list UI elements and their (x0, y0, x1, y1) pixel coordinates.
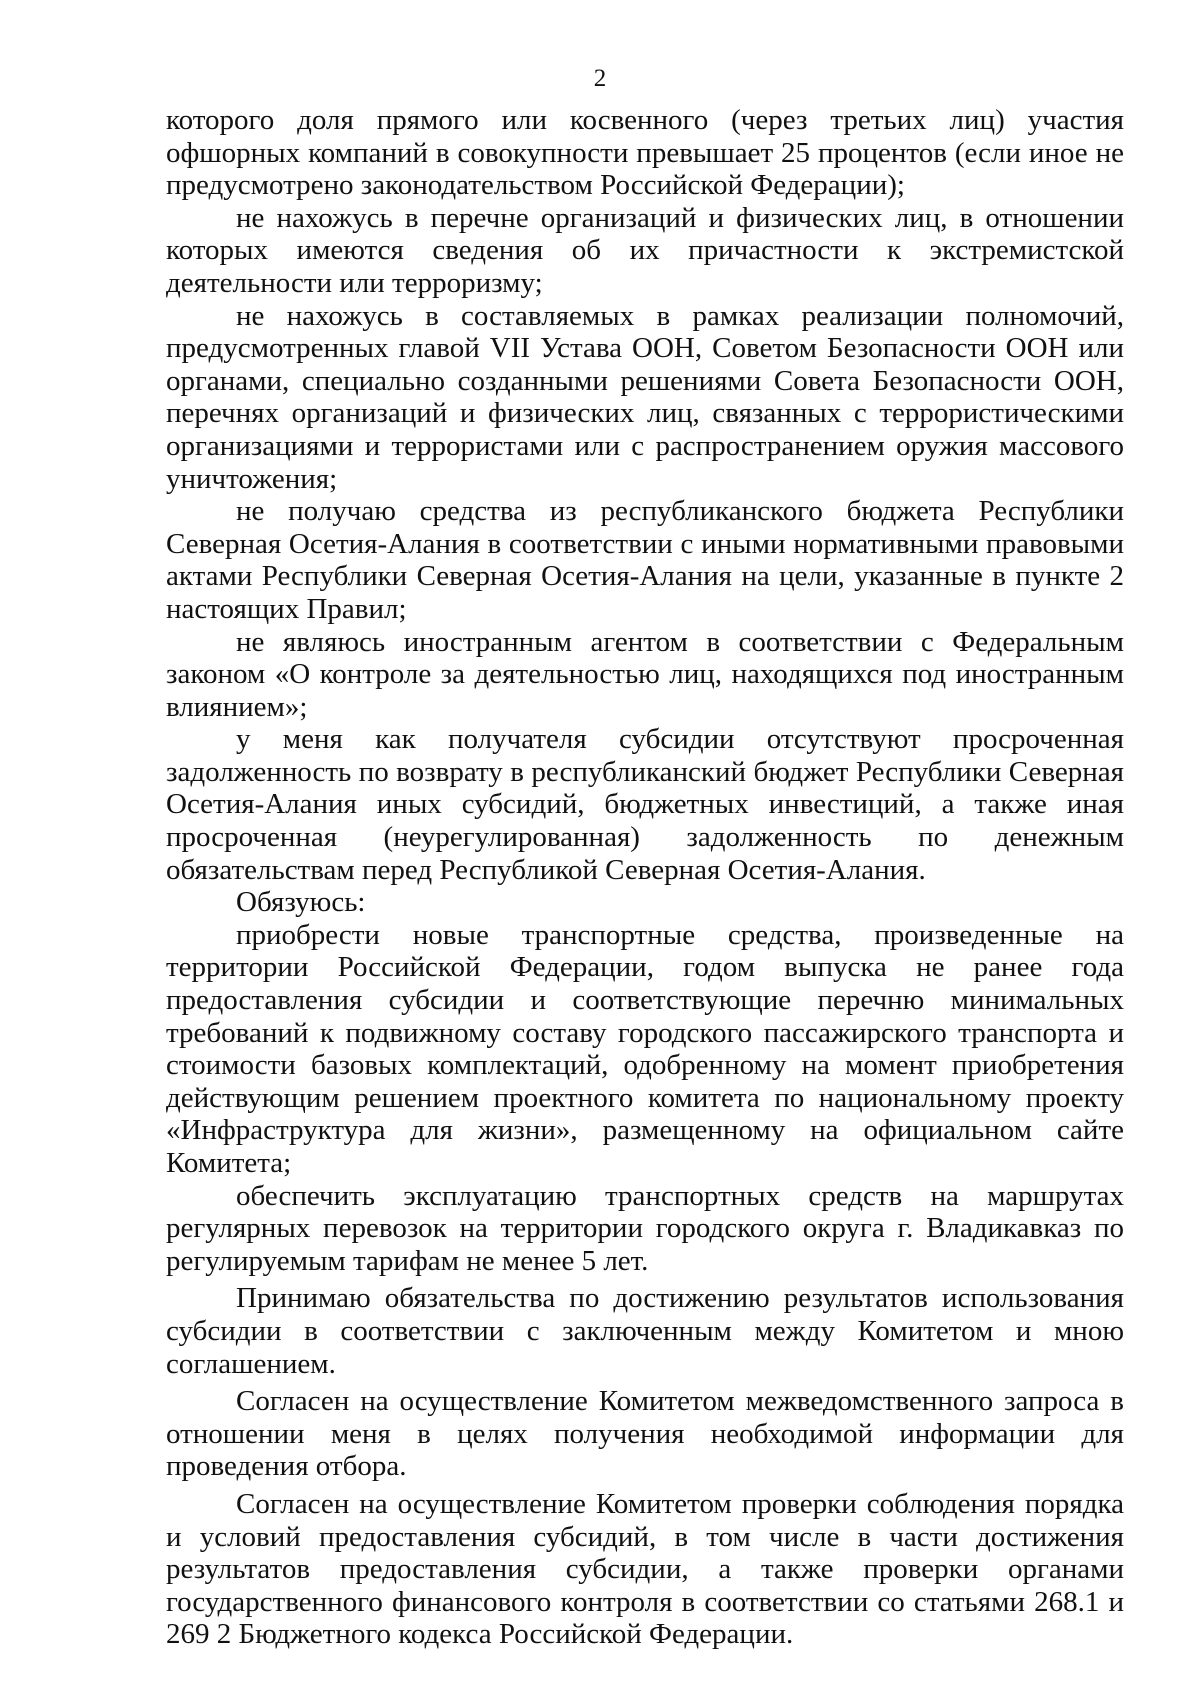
paragraph-purchase-vehicles: приобрести новые транспортные средства, произведенные на территории Российской Федерации, годом выпуска не ранее года предоставления субсидии и соответствующие перечню минимальных требований к подвижному составу городского пассажирского транспорта и стоимости базовых комплектаций, одобренному на момент приобретения действующим решением проектного комитета по национальному проекту «Инфраструктура для жизни», размещенному на официальном сайте Комитета; (166, 918, 1124, 1179)
page-number: 2 (593, 65, 607, 92)
paragraph-budget-funds: не получаю средства из республиканского бюджета Республики Северная Осетия-Алания в соответствии с иными нормативными правовыми актами Республики Северная Осетия-Алания на цели, указанные в пункте 2 настоящих Правил; (166, 495, 1124, 625)
paragraph-commitment-heading: Обязуюсь: (236, 886, 366, 919)
paragraph-un-lists: не нахожусь в составляемых в рамках реализации полномочий, предусмотренных главой VII Устава ООН, Советом Безопасности ООН или органами, специально созданными решениями Совета Безопасности ООН, перечнях организаций и физических лиц, связанных с террористическими организациями и террористами или с распространением оружия массового уничтожения; (166, 299, 1124, 495)
paragraph-offshore-share: которого доля прямого или косвенного (через третьих лиц) участия офшорных компаний в совокупности превышает 25 процентов (если иное не предусмотрено законодательством Российской Федерации); (166, 104, 1124, 202)
paragraph-interagency-request: Согласен на осуществление Комитетом межведомственного запроса в отношении меня в целях получения необходимой информации для проведения отбора. (166, 1385, 1124, 1483)
paragraph-audit-consent: Согласен на осуществление Комитетом проверки соблюдения порядка и условий предоставления субсидий, в том числе в части достижения результатов предоставления субсидии, а также проверки органами государственного финансового контроля в соответствии со статьями 268.1 и 269 2 Бюджетного кодекса Российской Федерации. (166, 1487, 1124, 1651)
paragraph-results-obligation: Принимаю обязательства по достижению результатов использования субсидии в соответствии с заключенным между Комитетом и мною соглашением. (166, 1282, 1124, 1380)
paragraph-extremism-list: не нахожусь в перечне организаций и физических лиц, в отношении которых имеются сведения об их причастности к экстремистской деятельности или терроризму; (166, 201, 1124, 299)
paragraph-operate-vehicles: обеспечить эксплуатацию транспортных средств на маршрутах регулярных перевозок на территории городского округа г. Владикавказ по регулируемым тарифам не менее 5 лет. (166, 1179, 1124, 1277)
paragraph-foreign-agent: не являюсь иностранным агентом в соответствии с Федеральным законом «О контроле за деятельностью лиц, находящихся под иностранным влиянием»; (166, 625, 1124, 723)
paragraph-no-debt: у меня как получателя субсидии отсутствуют просроченная задолженность по возврату в республиканский бюджет Республики Северная Осетия-Алания иных субсидий, бюджетных инвестиций, а также иная просроченная (неурегулированная) задолженность по денежным обязательствам перед Республикой Северная Осетия-Алания. (166, 723, 1124, 886)
document-body (166, 104, 1124, 1651)
